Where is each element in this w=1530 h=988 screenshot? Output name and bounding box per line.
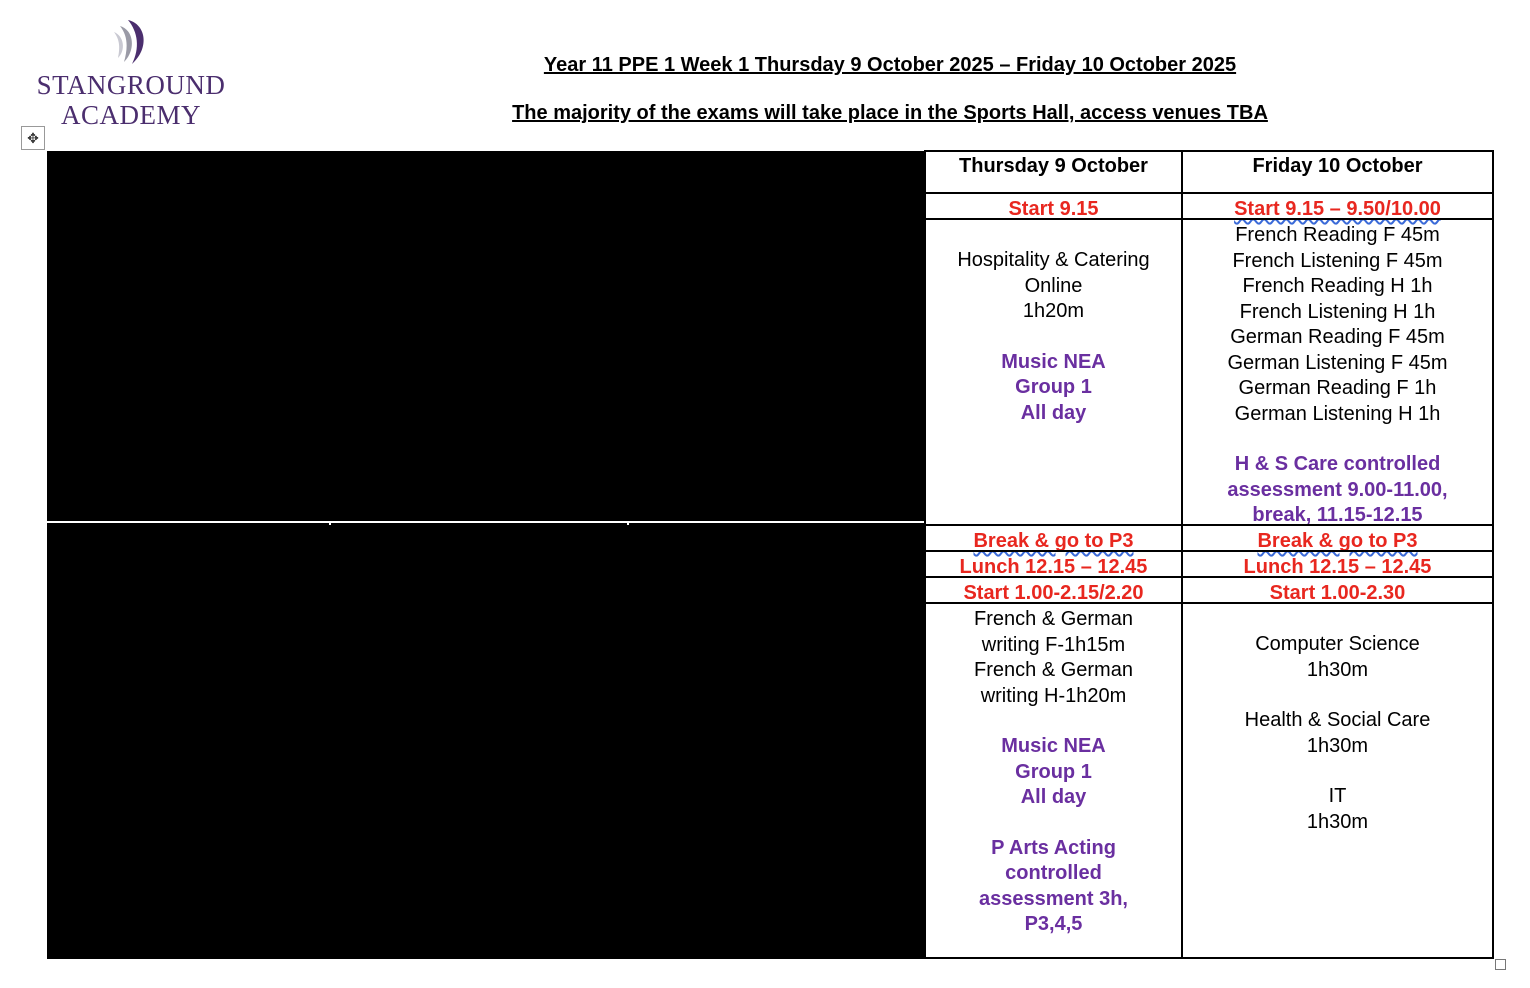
- table-resize-handle[interactable]: [1495, 959, 1506, 970]
- exam-line: French & German: [974, 659, 1133, 681]
- exam-line: 1h30m: [1306, 658, 1369, 681]
- exam-line: German Listening F 45m: [1227, 351, 1448, 374]
- exam-line: Online: [1024, 274, 1083, 297]
- table-move-handle-icon[interactable]: ✥: [21, 126, 45, 150]
- morning-cell-thursday: [924, 218, 1183, 526]
- break-text: Break & go to P3: [973, 530, 1134, 552]
- break-text: Break & go to P3: [1257, 530, 1418, 552]
- music-nea-line: Music NEA: [1001, 735, 1106, 757]
- page-subtitle: The majority of the exams will take place in the Sports Hall, access venues TBA: [512, 102, 1268, 124]
- header-label: Thursday 9 October: [959, 155, 1148, 177]
- music-nea-line: All day: [1020, 786, 1087, 808]
- column-header-thursday: [924, 150, 1183, 194]
- acting-line: P3,4,5: [1024, 913, 1083, 935]
- morning-start-friday-text: Start 9.15 – 9.50/10.00: [1234, 198, 1441, 220]
- exam-line: writing H-1h20m: [980, 684, 1127, 707]
- morning-cell-friday: [1181, 218, 1494, 526]
- exam-line: German Listening H 1h: [1234, 402, 1441, 425]
- break-thursday: [924, 524, 1183, 552]
- exam-line: 1h30m: [1306, 734, 1369, 757]
- music-nea-line: Music NEA: [1001, 350, 1106, 373]
- exam-line: 1h30m: [1306, 810, 1369, 833]
- exam-line: 1h20m: [1022, 300, 1085, 322]
- page-title: Year 11 PPE 1 Week 1 Thursday 9 October 2025 – Friday 10 October 2025: [543, 54, 1237, 76]
- exam-line: Health & Social Care: [1244, 709, 1431, 731]
- afternoon-cell-thursday: [924, 602, 1183, 959]
- exam-line: writing F-1h15m: [981, 633, 1126, 656]
- music-nea-line: All day: [1020, 401, 1087, 424]
- academy-logo: [36, 18, 226, 130]
- exam-line: German Reading F 45m: [1230, 326, 1445, 348]
- morning-start-thursday: Start 9.15: [924, 192, 1183, 220]
- acting-line: P Arts Acting: [991, 836, 1116, 859]
- exam-line: French & German: [974, 608, 1133, 630]
- afternoon-start-friday: Start 1.00-2.30: [1181, 576, 1494, 604]
- music-nea-line: Group 1: [1015, 760, 1092, 783]
- logo-line1: STANGROUND: [36, 70, 226, 100]
- hs-care-line: H & S Care controlled: [1234, 453, 1441, 475]
- exam-line: French Reading H 1h: [1242, 275, 1433, 297]
- break-friday: [1181, 524, 1494, 552]
- lunch-thursday: Lunch 12.15 – 12.45: [924, 550, 1183, 578]
- afternoon-cell-friday: [1181, 602, 1494, 959]
- exam-line: French Reading F 45m: [1235, 224, 1440, 246]
- hs-care-line: assessment 9.00-11.00,: [1227, 478, 1448, 501]
- column-divider-mark: [627, 521, 629, 525]
- logo-emblem-icon: [106, 18, 150, 68]
- exam-line: IT: [1328, 785, 1347, 807]
- lunch-friday: Lunch 12.15 – 12.45: [1181, 550, 1494, 578]
- exam-line: French Listening F 45m: [1232, 249, 1443, 272]
- morning-start-friday: [1181, 192, 1494, 220]
- row-divider: [47, 521, 926, 523]
- column-divider-mark: [329, 521, 331, 525]
- exam-line: Hospitality & Catering: [957, 249, 1150, 271]
- logo-line2: ACADEMY: [60, 100, 201, 130]
- music-nea-line: Group 1: [1015, 376, 1092, 398]
- redacted-region: [47, 151, 926, 959]
- exam-line: Computer Science: [1255, 633, 1420, 655]
- acting-line: assessment 3h,: [979, 887, 1128, 910]
- acting-line: controlled: [1005, 862, 1102, 884]
- column-header-friday: [1181, 150, 1494, 194]
- afternoon-start-thursday: Start 1.00-2.15/2.20: [924, 576, 1183, 604]
- exam-line: German Reading F 1h: [1238, 377, 1437, 399]
- exam-line: French Listening H 1h: [1239, 300, 1436, 323]
- hs-care-line: break, 11.15-12.15: [1252, 504, 1423, 526]
- header-label: Friday 10 October: [1252, 155, 1423, 177]
